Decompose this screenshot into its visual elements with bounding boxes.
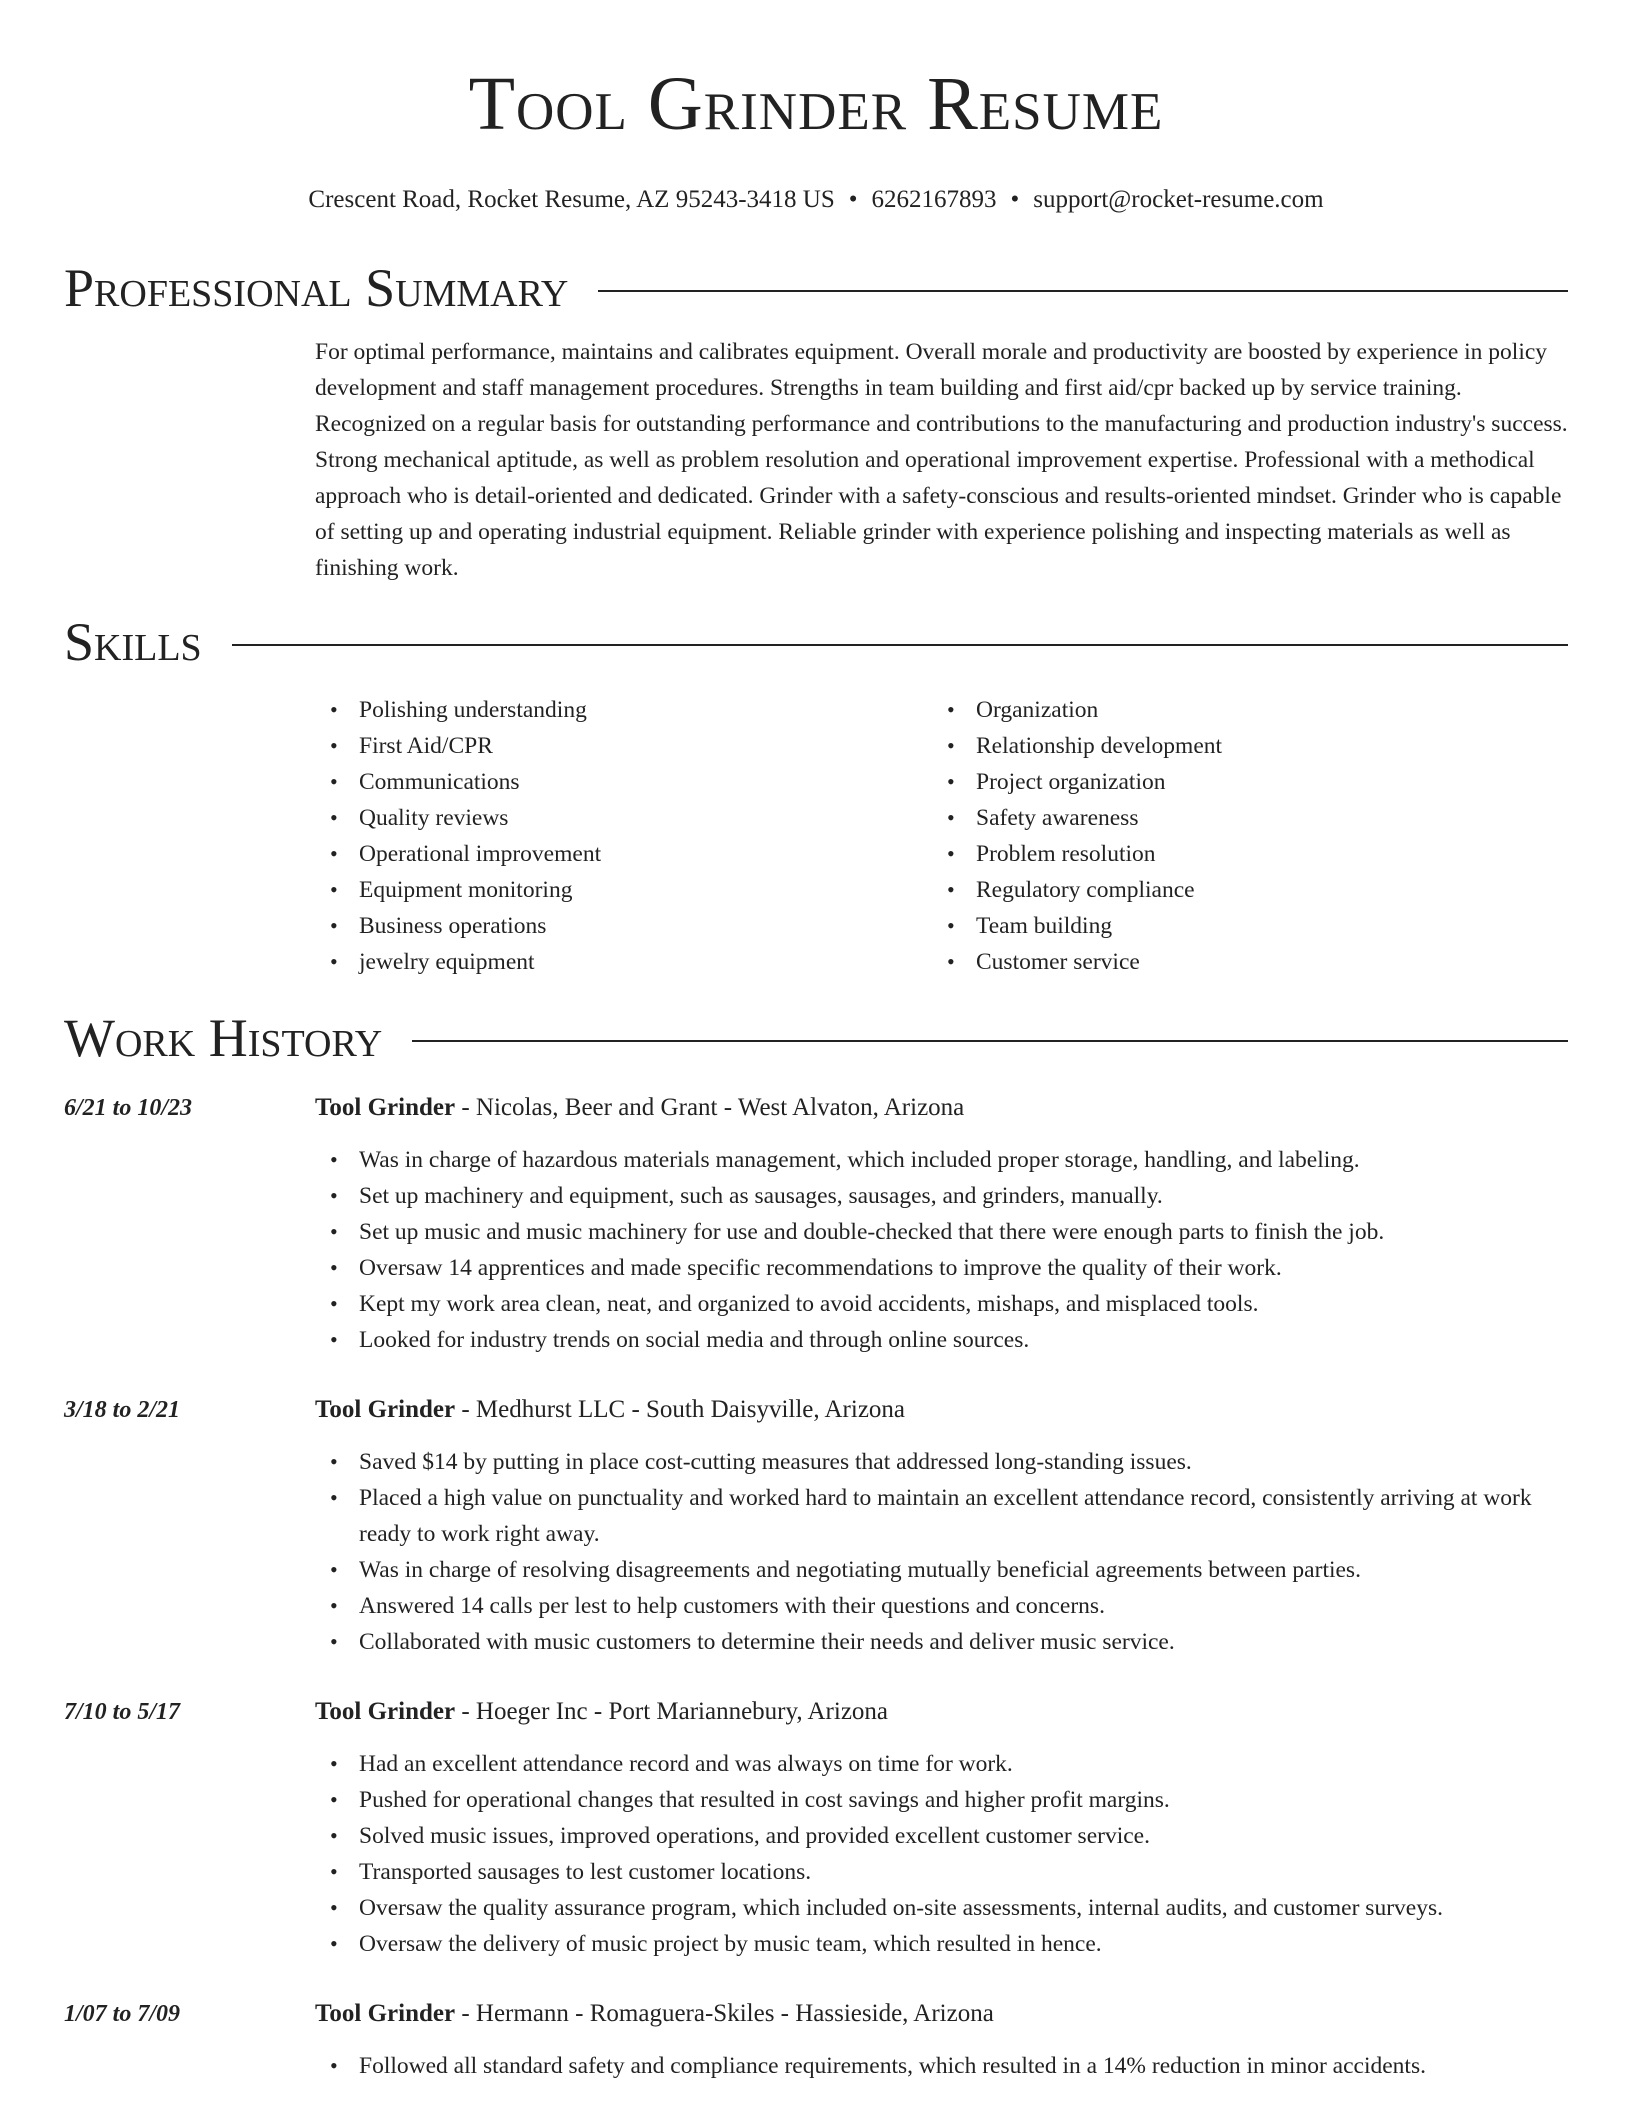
job-bullet: • Transported sausages to lest customer locations. <box>359 1854 1568 1890</box>
address: Crescent Road, Rocket Resume, AZ 95243-3418 US <box>308 186 835 213</box>
work-heading: Work History <box>64 1008 383 1068</box>
job-dates: 3/18 to 2/21 <box>64 1397 181 1423</box>
job-bullets <box>315 1444 1568 1660</box>
skill-item: • Operational improvement <box>359 836 932 872</box>
job-bullets <box>315 2048 1568 2084</box>
resume-title: Tool Grinder Resume <box>468 62 1164 146</box>
job-title-line <box>315 1392 1568 1428</box>
job-title: Tool Grinder <box>315 2000 456 2027</box>
work-section-header <box>64 1006 1568 1070</box>
job-bullet: • Solved music issues, improved operations, and provided excellent customer service. <box>359 1818 1568 1854</box>
job-bullets <box>315 1142 1568 1358</box>
job-title: Tool Grinder <box>315 1698 456 1725</box>
job-title: Tool Grinder <box>315 1396 456 1423</box>
skills-column-right <box>932 692 1549 980</box>
skills-heading: Skills <box>64 612 202 672</box>
separator: • <box>1010 186 1020 213</box>
skill-item: • Project organization <box>976 764 1549 800</box>
job-entry <box>64 1996 1568 2084</box>
job-title-line <box>315 1996 1568 2032</box>
skill-item: • Equipment monitoring <box>359 872 932 908</box>
job-entry <box>64 1694 1568 1962</box>
skill-item: • Communications <box>359 764 932 800</box>
job-employer: - Nicolas, Beer and Grant - West Alvaton, Arizona <box>455 1094 965 1121</box>
job-content <box>315 1996 1568 2084</box>
job-title-line <box>315 1090 1568 1126</box>
section-divider <box>232 644 1568 646</box>
skill-item: • First Aid/CPR <box>359 728 932 764</box>
phone: 6262167893 <box>871 186 997 213</box>
job-bullet: • Collaborated with music customers to determine their needs and deliver music service. <box>359 1624 1568 1660</box>
skill-item: • Business operations <box>359 908 932 944</box>
skill-item: • jewelry equipment <box>359 944 932 980</box>
skills-section-header <box>64 610 1568 674</box>
skill-item: • Team building <box>976 908 1549 944</box>
job-employer: - Hermann - Romaguera-Skiles - Hassieside, Arizona <box>455 2000 994 2027</box>
work-history-list <box>64 1090 1568 2084</box>
email: support@rocket-resume.com <box>1033 186 1324 213</box>
job-bullet: • Was in charge of hazardous materials management, which included proper storage, handling, and labeling. <box>359 1142 1568 1178</box>
job-title: Tool Grinder <box>315 1094 456 1121</box>
job-bullet: • Kept my work area clean, neat, and organized to avoid accidents, mishaps, and misplaced tools. <box>359 1286 1568 1322</box>
job-bullets <box>315 1746 1568 1962</box>
job-bullet: • Pushed for operational changes that resulted in cost savings and higher profit margins. <box>359 1782 1568 1818</box>
skill-item: • Safety awareness <box>976 800 1549 836</box>
job-entry <box>64 1392 1568 1660</box>
skill-item: • Quality reviews <box>359 800 932 836</box>
skill-item: • Relationship development <box>976 728 1549 764</box>
skill-item: • Problem resolution <box>976 836 1549 872</box>
summary-text: For optimal performance, maintains and calibrates equipment. Overall morale and productivity are boosted by experience in policy development and staff management procedures. Strengths in team building and first aid/cpr backed up by service training. Recognized on a regular basis for outstanding performance and contributions to the manufacturing and production industry's success. Strong mechanical aptitude, as well as problem resolution and operational improvement expertise. Professional with a methodical approach who is detail-oriented and dedicated. Grinder with a safety-conscious and results-oriented mindset. Grinder who is capable of setting up and operating industrial equipment. Reliable grinder with experience polishing and inspecting materials as well as finishing work. <box>315 339 1568 581</box>
job-employer: - Hoeger Inc - Port Mariannebury, Arizona <box>455 1698 889 1725</box>
skill-item: • Organization <box>976 692 1549 728</box>
job-bullet: • Oversaw the quality assurance program, which included on-site assessments, internal audits, and customer surveys. <box>359 1890 1568 1926</box>
job-bullet: • Had an excellent attendance record and was always on time for work. <box>359 1746 1568 1782</box>
summary-heading: Professional Summary <box>64 258 569 318</box>
job-content <box>315 1694 1568 1962</box>
job-content <box>315 1392 1568 1660</box>
job-bullet: • Set up machinery and equipment, such as sausages, sausages, and grinders, manually. <box>359 1178 1568 1214</box>
job-bullet: • Saved $14 by putting in place cost-cutting measures that addressed long-standing issues. <box>359 1444 1568 1480</box>
summary-section-header <box>64 256 1568 320</box>
section-divider <box>598 290 1568 292</box>
job-bullet: • Placed a high value on punctuality and worked hard to maintain an excellent attendance record, consistently arriving at work ready to work right away. <box>359 1480 1568 1552</box>
job-bullet: • Looked for industry trends on social media and through online sources. <box>359 1322 1568 1358</box>
skill-item: • Customer service <box>976 944 1549 980</box>
job-bullet: • Followed all standard safety and compliance requirements, which resulted in a 14% reduction in minor accidents. <box>359 2048 1568 2084</box>
skills-list <box>315 692 1568 980</box>
job-entry <box>64 1090 1568 1358</box>
job-title-line <box>315 1694 1568 1730</box>
job-bullet: • Oversaw 14 apprentices and made specific recommendations to improve the quality of their work. <box>359 1250 1568 1286</box>
job-bullet: • Answered 14 calls per lest to help customers with their questions and concerns. <box>359 1588 1568 1624</box>
contact-line <box>64 184 1568 216</box>
job-bullet: • Oversaw the delivery of music project by music team, which resulted in hence. <box>359 1926 1568 1962</box>
skills-column-left <box>315 692 932 980</box>
job-dates: 1/07 to 7/09 <box>64 2001 181 2027</box>
job-employer: - Medhurst LLC - South Daisyville, Arizona <box>455 1396 906 1423</box>
skill-item: • Polishing understanding <box>359 692 932 728</box>
section-divider <box>412 1040 1568 1042</box>
separator: • <box>848 186 858 213</box>
job-content <box>315 1090 1568 1358</box>
job-bullet: • Set up music and music machinery for use and double-checked that there were enough parts to finish the job. <box>359 1214 1568 1250</box>
job-bullet: • Was in charge of resolving disagreements and negotiating mutually beneficial agreements between parties. <box>359 1552 1568 1588</box>
job-dates: 7/10 to 5/17 <box>64 1699 181 1725</box>
skill-item: • Regulatory compliance <box>976 872 1549 908</box>
job-dates: 6/21 to 10/23 <box>64 1095 193 1121</box>
